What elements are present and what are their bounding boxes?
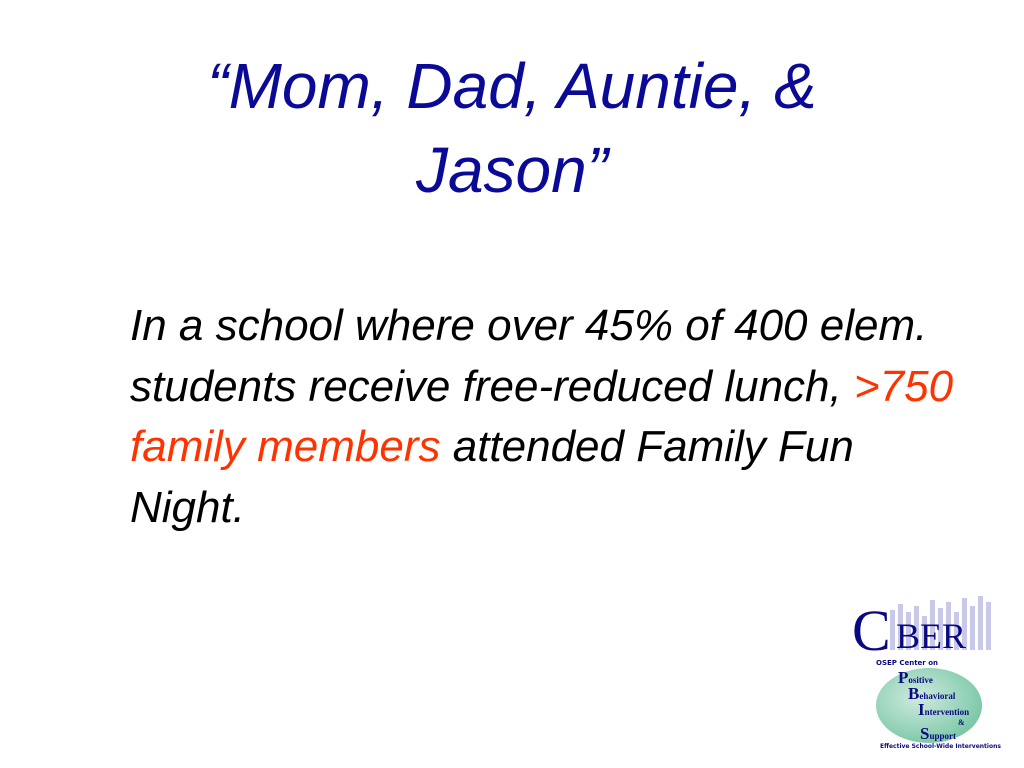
- cber-logo-letter-c: C: [852, 598, 891, 656]
- slide-title-line-2: Jason”: [415, 134, 609, 206]
- slide-title-line-1: “Mom, Dad, Auntie, &: [207, 50, 817, 122]
- pbis-logo-line: Intervention: [918, 700, 970, 719]
- pbis-logo-line: Support: [920, 724, 956, 743]
- body-text-part-1: In a school where over 45% of 400 elem. students receive free-reduced lunch,: [130, 301, 928, 411]
- pbis-logo-line: Behavioral: [908, 684, 956, 703]
- cber-logo-bar: [890, 610, 895, 650]
- pbis-logo-line: Positive: [898, 668, 933, 687]
- body-text-highlight: >750 family members: [130, 361, 954, 471]
- pbis-logo-top-text: OSEP Center on: [876, 659, 938, 667]
- cber-logo-letters: BER: [896, 616, 967, 656]
- slide-title: [80, 44, 944, 212]
- pbis-logo-lines: [898, 668, 970, 743]
- cber-logo-bar: [986, 602, 991, 650]
- pbis-logo-bottom-text: Effective School-Wide Interventions: [880, 743, 1001, 750]
- cber-logo-bar: [970, 606, 975, 650]
- slide-body-text: [130, 296, 960, 538]
- pbis-logo: [852, 657, 1002, 757]
- cber-logo: [850, 594, 1000, 656]
- body-text-part-2: attended Family Fun Night.: [130, 422, 854, 532]
- pbis-logo-line: &: [958, 718, 965, 727]
- cber-logo-bar: [978, 596, 983, 650]
